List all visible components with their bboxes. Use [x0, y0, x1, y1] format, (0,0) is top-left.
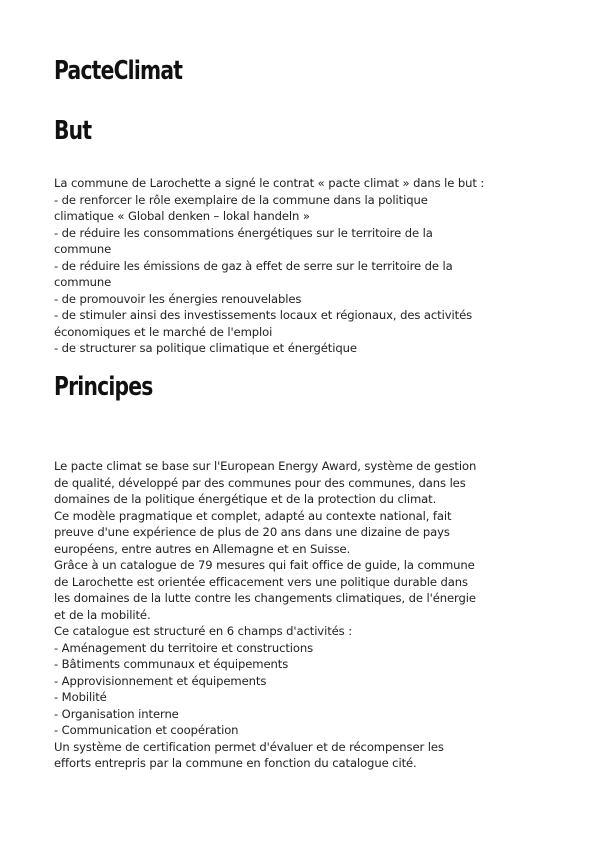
paragraph-line: Le pacte climat se base sur l'European Energy Award, système de gestion [54, 459, 477, 473]
list-item: - Bâtiments communaux et équipements [54, 657, 289, 671]
list-item-continuation: commune [54, 275, 112, 289]
paragraph-line: et de la mobilité. [54, 607, 151, 622]
paragraph-line: Ce modèle pragmatique et complet, adapté au contexte national, fait [54, 508, 452, 523]
list-item-continuation: climatique « Global denken – lokal handeln » [54, 209, 310, 223]
list-item: - Organisation interne [54, 706, 179, 721]
list-item: - de réduire les consommations énergétiques sur le territoire de la [54, 225, 433, 240]
paragraph-line: Grâce à un catalogue de 79 mesures qui fait office de guide, la commune [54, 558, 475, 572]
section-principes-body [54, 458, 544, 772]
list-item-continuation: commune [54, 242, 112, 256]
list-item-continuation: économiques et le marché de l'emploi [54, 324, 273, 339]
paragraph-line: Un système de certification permet d'évaluer et de récompenser les [54, 739, 444, 754]
paragraph-line: de Larochette est orientée efficacement vers une politique durable dans [54, 574, 469, 589]
paragraph-line: Ce catalogue est structuré en 6 champs d'activités : [54, 624, 353, 638]
list-item: - de stimuler ainsi des investissements locaux et régionaux, des activités [54, 308, 473, 322]
list-item: - de promouvoir les énergies renouvelables [54, 291, 302, 306]
section-heading-but: But [54, 116, 92, 146]
paragraph-line: efforts entrepris par la commune en fonction du catalogue cité. [54, 756, 417, 770]
list-item: - Approvisionnement et équipements [54, 673, 267, 688]
paragraph-line: domaines de la politique énergétique et de la protection du climat. [54, 492, 437, 506]
document-title: PacteClimat [54, 56, 183, 86]
list-item: - de renforcer le rôle exemplaire de la commune dans la politique [54, 192, 428, 207]
paragraph-line: européens, entre autres en Allemagne et en Suisse. [54, 541, 351, 556]
list-item: - Communication et coopération [54, 723, 239, 737]
list-item: - de réduire les émissions de gaz à effet de serre sur le territoire de la [54, 258, 453, 273]
section-heading-principes: Principes [54, 372, 153, 402]
list-item: - Aménagement du territoire et constructions [54, 640, 314, 655]
list-item: - Mobilité [54, 690, 107, 704]
paragraph-line: les domaines de la lutte contre les changements climatiques, de l'énergie [54, 591, 476, 605]
list-item: - de structurer sa politique climatique et énergétique [54, 341, 357, 355]
paragraph-line: preuve d'une expérience de plus de 20 ans dans une dizaine de pays [54, 525, 450, 539]
paragraph-line: de qualité, développé par des communes pour des communes, dans les [54, 475, 466, 490]
section-but-body [54, 175, 544, 357]
paragraph-line: La commune de Larochette a signé le contrat « pacte climat » dans le but : [54, 176, 485, 190]
